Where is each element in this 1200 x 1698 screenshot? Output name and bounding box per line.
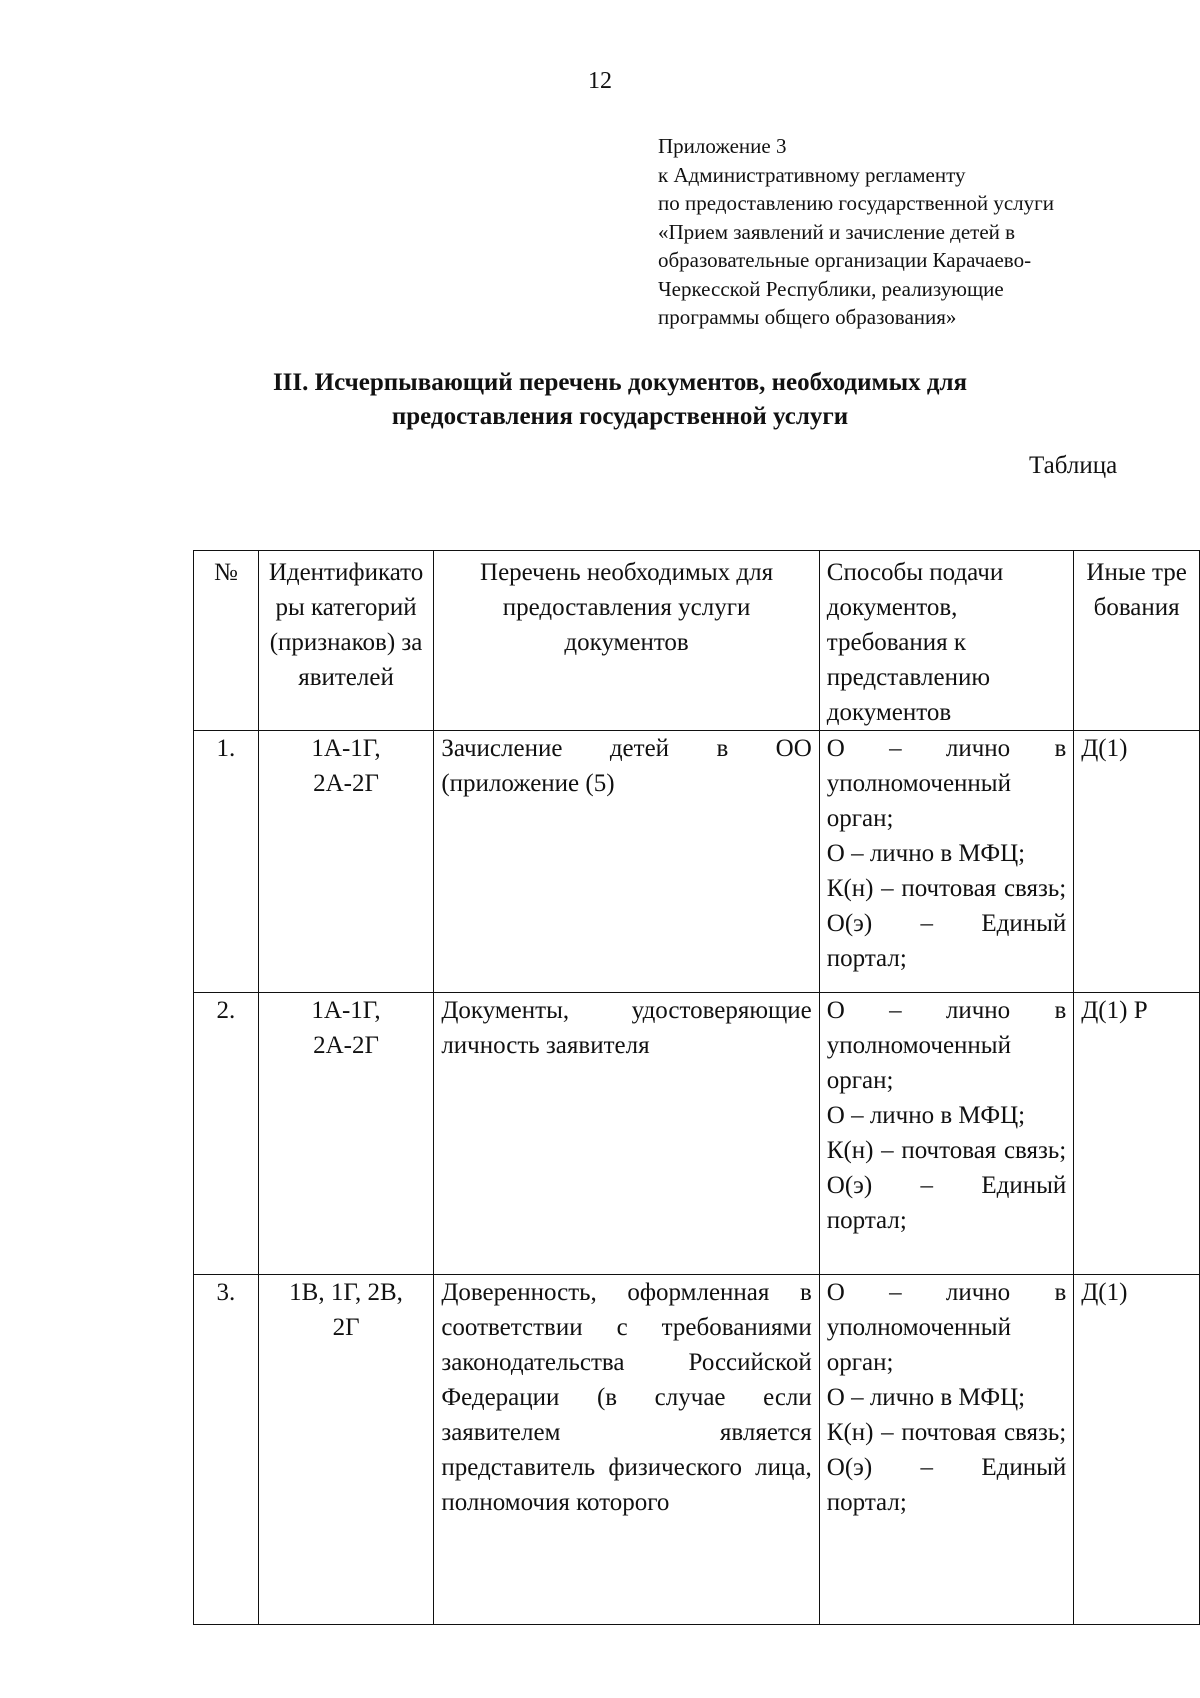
section-heading-line: предоставления государственной услуги xyxy=(391,403,849,430)
appendix-line: по предоставлению государственной услуги xyxy=(658,191,1054,215)
row-other-requirements: Д(1) xyxy=(1074,1275,1200,1625)
row-submission-methods xyxy=(819,1275,1073,1625)
table-caption: Таблица xyxy=(1029,452,1118,479)
header-documents: Перечень необходимых для предоставления услуги документов xyxy=(434,551,819,731)
row-number: 3. xyxy=(194,1275,259,1625)
header-other-requirements: Иные требования xyxy=(1074,551,1200,731)
row-identifiers: 1А-1Г, 2А-2Г xyxy=(258,731,434,993)
method-in-person-authority: О – лично в уполномоченный орган; xyxy=(826,1279,1067,1376)
appendix-line: Приложение 3 xyxy=(658,134,787,158)
row-documents: Доверенность, оформленная в соответствии с требованиями законодательства Российской Федерации (в случае если заявителем является представитель физического лица, полномочия которого xyxy=(434,1275,819,1625)
method-in-person-authority: О – лично в уполномоченный орган; xyxy=(826,735,1067,832)
method-in-person-mfc: О – лично в МФЦ; xyxy=(826,840,1026,867)
appendix-line: к Административному регламенту xyxy=(658,162,966,187)
method-postal: К(н) – почтовая связь; xyxy=(826,1419,1067,1446)
table-row xyxy=(194,993,1200,1275)
method-in-person-authority: О – лично в уполномоченный орган; xyxy=(826,997,1067,1094)
header-submission-methods: Способы подачи документов, требования к представлению документов xyxy=(819,551,1073,731)
table-header-row xyxy=(194,551,1200,731)
method-in-person-mfc: О – лично в МФЦ; xyxy=(826,1384,1026,1411)
row-documents: Документы, удостоверяющие личность заявителя xyxy=(434,993,819,1275)
table-row xyxy=(194,1275,1200,1625)
page-number: 12 xyxy=(588,68,612,94)
row-documents: Зачисление детей в ОО (приложение (5) xyxy=(434,731,819,993)
method-in-person-mfc: О – лично в МФЦ; xyxy=(826,1102,1026,1129)
table-row xyxy=(194,731,1200,993)
documents-table xyxy=(193,550,1200,1625)
row-identifiers: 1В, 1Г, 2В, 2Г xyxy=(258,1275,434,1625)
appendix-line: образовательные организации Карачаево- xyxy=(658,248,1032,272)
appendix-line: «Прием заявлений и зачисление детей в xyxy=(658,219,1016,244)
row-number: 1. xyxy=(194,731,259,993)
method-portal: О(э) – Единый портал; xyxy=(826,1454,1067,1516)
row-number: 2. xyxy=(194,993,259,1275)
row-identifiers: 1А-1Г, 2А-2Г xyxy=(258,993,434,1275)
row-other-requirements: Д(1) Р xyxy=(1074,993,1200,1275)
appendix-line: Черкесской Республики, реализующие xyxy=(658,276,1004,301)
method-portal: О(э) – Единый портал; xyxy=(826,1172,1067,1234)
method-postal: К(н) – почтовая связь; xyxy=(826,875,1067,902)
section-heading xyxy=(0,366,1200,434)
section-heading-line: III. Исчерпывающий перечень документов, необходимых для xyxy=(272,369,968,396)
row-other-requirements: Д(1) xyxy=(1074,731,1200,993)
header-identifiers: Идентификаторы категорий (признаков) заявителей xyxy=(258,551,434,731)
method-portal: О(э) – Единый портал; xyxy=(826,910,1067,972)
appendix-block xyxy=(658,132,1138,332)
appendix-line: программы общего образования» xyxy=(658,305,957,329)
method-postal: К(н) – почтовая связь; xyxy=(826,1137,1067,1164)
row-submission-methods xyxy=(819,993,1073,1275)
header-number: № xyxy=(194,551,259,731)
row-submission-methods xyxy=(819,731,1073,993)
